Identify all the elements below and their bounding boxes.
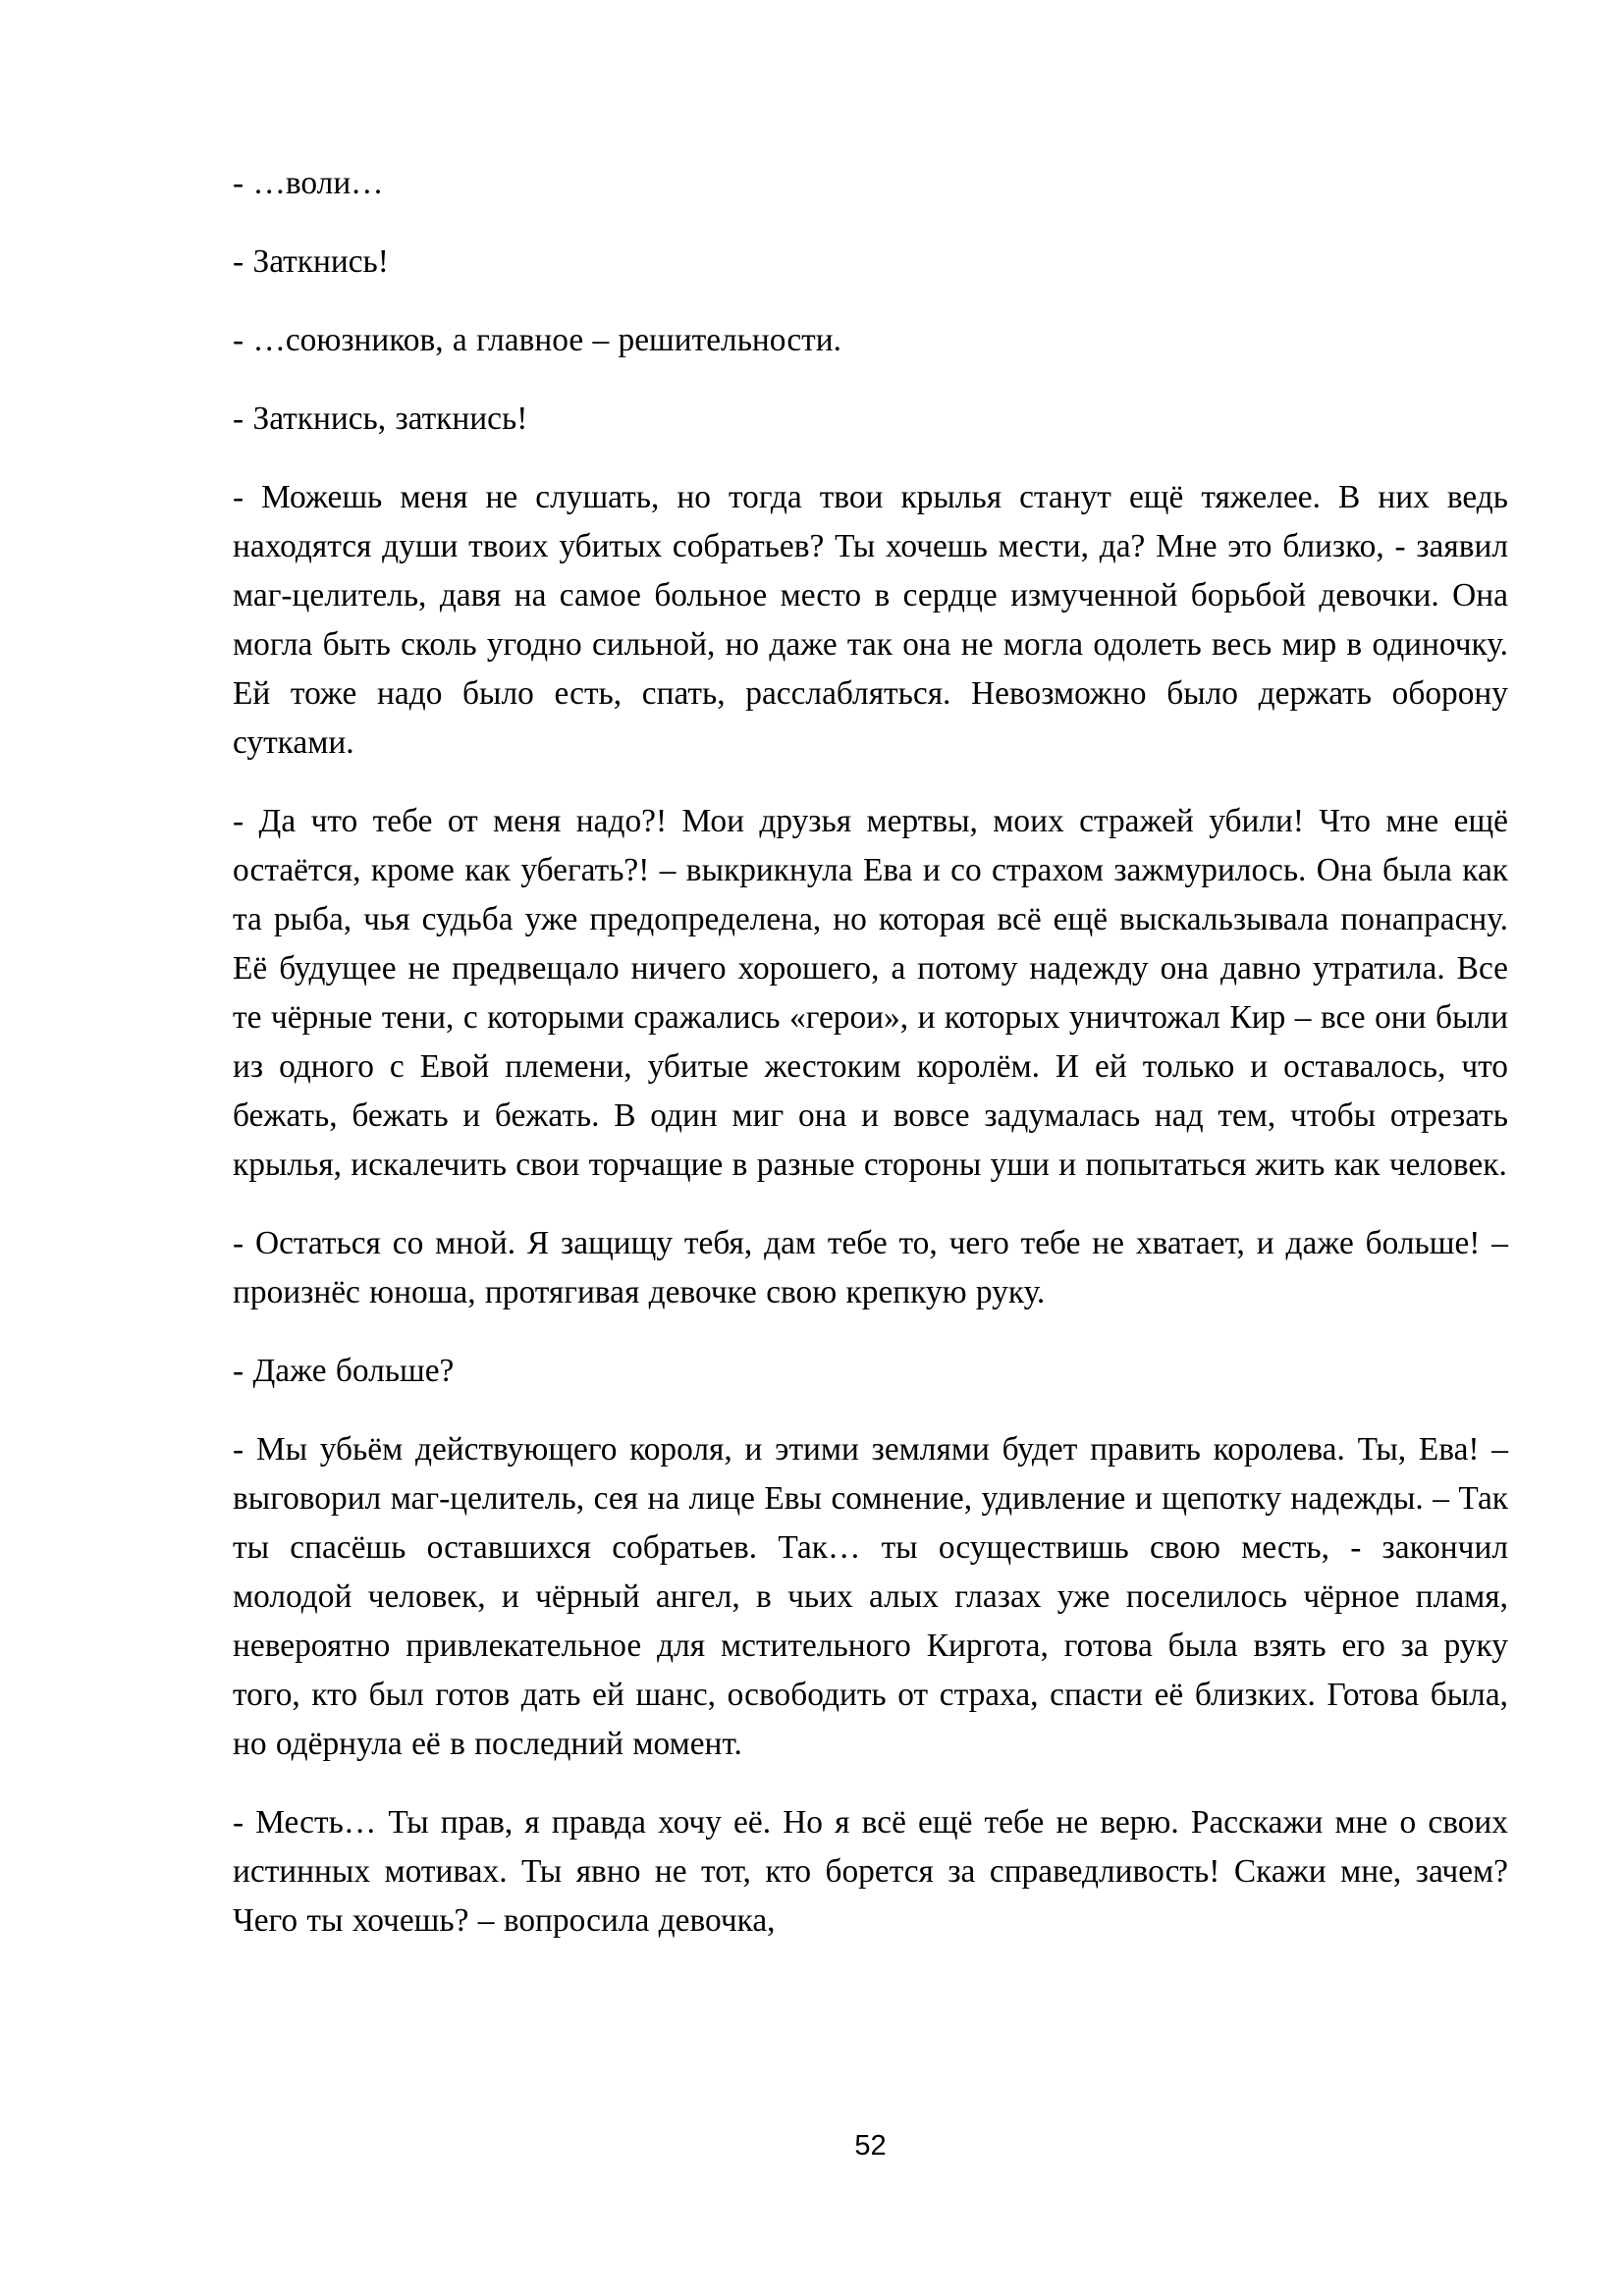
paragraph: - Остаться со мной. Я защищу тебя, дам тебе то, чего тебе не хватает, и даже больше! – произнёс юноша, протягивая девочке свою крепкую руку. — [233, 1225, 1508, 1310]
paragraph: - Да что тебе от меня надо?! Мои друзья мертвы, моих стражей убили! Что мне ещё остаётся, кроме как убегать?! – выкрикнула Ева и со страхом зажмурилось. Она была как та рыба, чья судьба уже предопределена, но которая всё ещё выскальзывала понапрасну. Её будущее не предвещало ничего хорошего, а потому надежду она давно утратила. Все те чёрные тени, с которыми сражались «герои», и которых уничтожал Кир – все они были из одного с Евой племени, убитые жестоким королём. И ей только и оставалось, что бежать, бежать и бежать. В один миг она и вовсе задумалась над тем, чтобы отрезать крылья, искалечить свои торчащие в разные стороны уши и попытаться жить как человек. — [233, 803, 1508, 1183]
paragraph: - Можешь меня не слушать, но тогда твои крылья станут ещё тяжелее. В них ведь находятся души твоих убитых собратьев? Ты хочешь мести, да? Мне это близко, - заявил маг-целитель, давя на самое больное место в сердце измученной борьбой девочки. Она могла быть сколь угодно сильной, но даже так она не могла одолеть весь мир в одиночку. Ей тоже надо было есть, спать, расслабляться. Невозможно было держать оборону сутками. — [233, 479, 1508, 761]
page-number: 52 — [854, 2130, 887, 2162]
paragraph: - Месть… Ты прав, я правда хочу её. Но я всё ещё тебе не верю. Расскажи мне о своих истинных мотивах. Ты явно не тот, кто борется за справедливость! Скажи мне, зачем? Чего ты хочешь? – вопросила девочка, — [233, 1804, 1508, 1939]
paragraph: - Мы убьём действующего короля, и этими землями будет править королева. Ты, Ева! – выговорил маг-целитель, сея на лице Евы сомнение, удивление и щепотку надежды. – Так ты спасёшь оставшихся собратьев. Так… ты осуществишь свою месть, - закончил молодой человек, и чёрный ангел, в чьих алых глазах уже поселилось чёрное пламя, невероятно привлекательное для мстительного Киргота, готова была взять его за руку того, кто был готов дать ей шанс, освободить от страха, спасти её близких. Готова была, но одёрнула её в последний момент. — [233, 1431, 1508, 1762]
paragraph: - …воли… — [233, 165, 384, 201]
text-block — [233, 159, 1508, 1975]
paragraph: - Даже больше? — [233, 1353, 455, 1389]
paragraph: - Заткнись, заткнись! — [233, 400, 528, 437]
paragraph: - …союзников, а главное – решительности. — [233, 322, 841, 358]
paragraph: - Заткнись! — [233, 243, 389, 280]
